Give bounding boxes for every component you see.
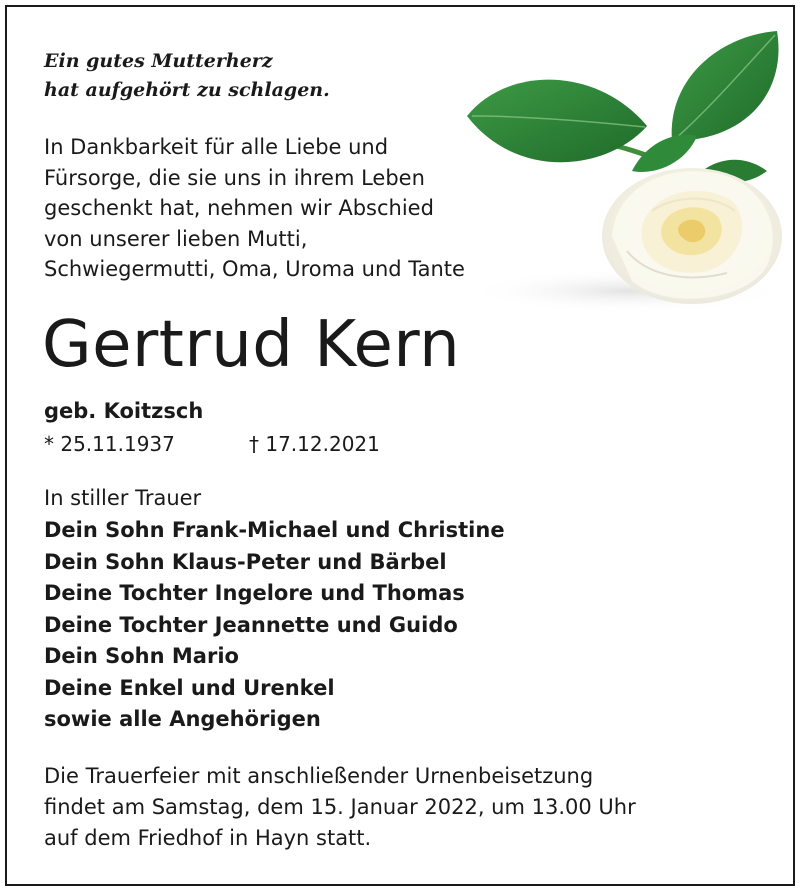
born-name: geb. Koitzsch	[44, 399, 204, 423]
life-dates	[44, 429, 380, 459]
ceremony-info	[44, 761, 764, 854]
mourning-intro: In stiller Trauer	[44, 486, 202, 510]
intro-line: Fürsorge, die sie uns in ihrem Leben	[44, 165, 425, 190]
right-leaf	[672, 31, 779, 141]
mourners-list	[44, 515, 505, 736]
motto-line: hat aufgehört zu schlagen.	[44, 79, 330, 101]
mourner-entry: Deine Tochter Jeannette und Guido	[44, 612, 458, 637]
mourner-entry: Dein Sohn Frank-Michael und Christine	[44, 518, 505, 542]
mourner-entry: Dein Sohn Mario	[44, 644, 239, 668]
intro-line: Schwiegermutti, Oma, Uroma und Tante	[44, 257, 465, 281]
obituary-notice	[5, 5, 795, 886]
motto-line: Ein gutes Mutterherz	[44, 50, 273, 72]
intro-line: geschenkt hat, nehmen wir Abschied	[44, 196, 434, 220]
death-date: † 17.12.2021	[249, 432, 380, 456]
intro-line: von unserer lieben Mutti,	[44, 226, 308, 251]
mourner-entry: sowie alle Angehörigen	[44, 707, 321, 731]
intro-text	[44, 132, 564, 285]
intro-line: In Dankbarkeit für alle Liebe und	[44, 135, 389, 159]
ceremony-line: auf dem Friedhof in Hayn statt.	[44, 826, 372, 850]
ceremony-line: Die Trauerfeier mit anschließender Urnenbeisetzung	[44, 764, 594, 788]
mourner-entry: Dein Sohn Klaus-Peter und Bärbel	[44, 549, 447, 574]
motto	[44, 47, 330, 105]
mourner-entry: Deine Tochter Ingelore und Thomas	[44, 581, 465, 605]
birth-date: * 25.11.1937	[44, 432, 175, 456]
mourner-entry: Deine Enkel und Urenkel	[44, 675, 335, 700]
ceremony-line: findet am Samstag, dem 15. Januar 2022, um 13.00 Uhr	[44, 795, 636, 819]
deceased-name: Gertrud Kern	[42, 308, 461, 382]
